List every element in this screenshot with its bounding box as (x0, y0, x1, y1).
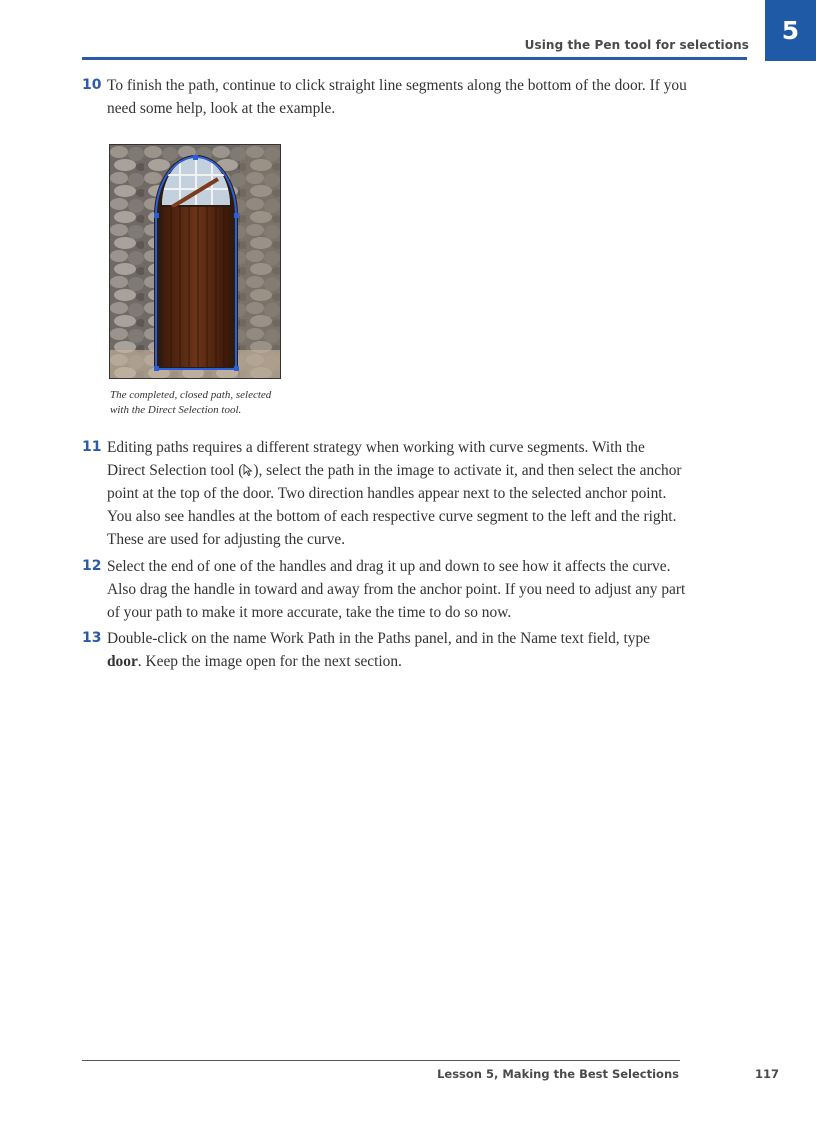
step-number: 13 (82, 630, 102, 646)
door-illustration (110, 145, 280, 378)
page-number: 117 (755, 1067, 780, 1081)
step-number: 10 (82, 77, 102, 93)
step-number: 11 (82, 439, 102, 455)
step-text (107, 436, 687, 551)
step-text: Select the end of one of the handles and drag it up and down to see how it affects the curve. Also drag the handle in toward and away from the anchor point. If you need to adjust any part of your path to make it more accurate, take the time to do so now. (107, 558, 686, 621)
chapter-tab: 5 (765, 0, 816, 61)
footer-lesson-title: Lesson 5, Making the Best Selections (437, 1067, 679, 1081)
figure-caption: The completed, closed path, selected with the Direct Selection tool. (110, 389, 272, 416)
step-text-part: ), select the path in the image to activate it, and then select the anchor point at the top of the door. Two direction handles appear next to the selected anchor point. You also see handles at the bottom of each respective curve segment to the left and the right. These are used for adjusting the curve. (107, 462, 682, 548)
step-text (107, 627, 687, 673)
step-text-part: Double-click on the name Work Path in the Paths panel, and in the Name text field, type (107, 630, 650, 647)
step-number: 12 (82, 558, 102, 574)
running-header-title: Using the Pen tool for selections (524, 38, 749, 52)
step-text-part: . Keep the image open for the next section. (137, 653, 402, 670)
footer-rule (82, 1060, 680, 1061)
bold-term: door (107, 653, 138, 670)
step-text: To finish the path, continue to click straight line segments along the bottom of the door. If you need some help, look at the example. (107, 77, 687, 117)
header-rule (82, 57, 747, 60)
direct-selection-arrow-icon (243, 464, 253, 476)
door-path-image (109, 144, 281, 379)
step-text-part: Editing paths requires a different strategy when working with curve segments. With the Direct Selection tool ( (107, 439, 645, 479)
